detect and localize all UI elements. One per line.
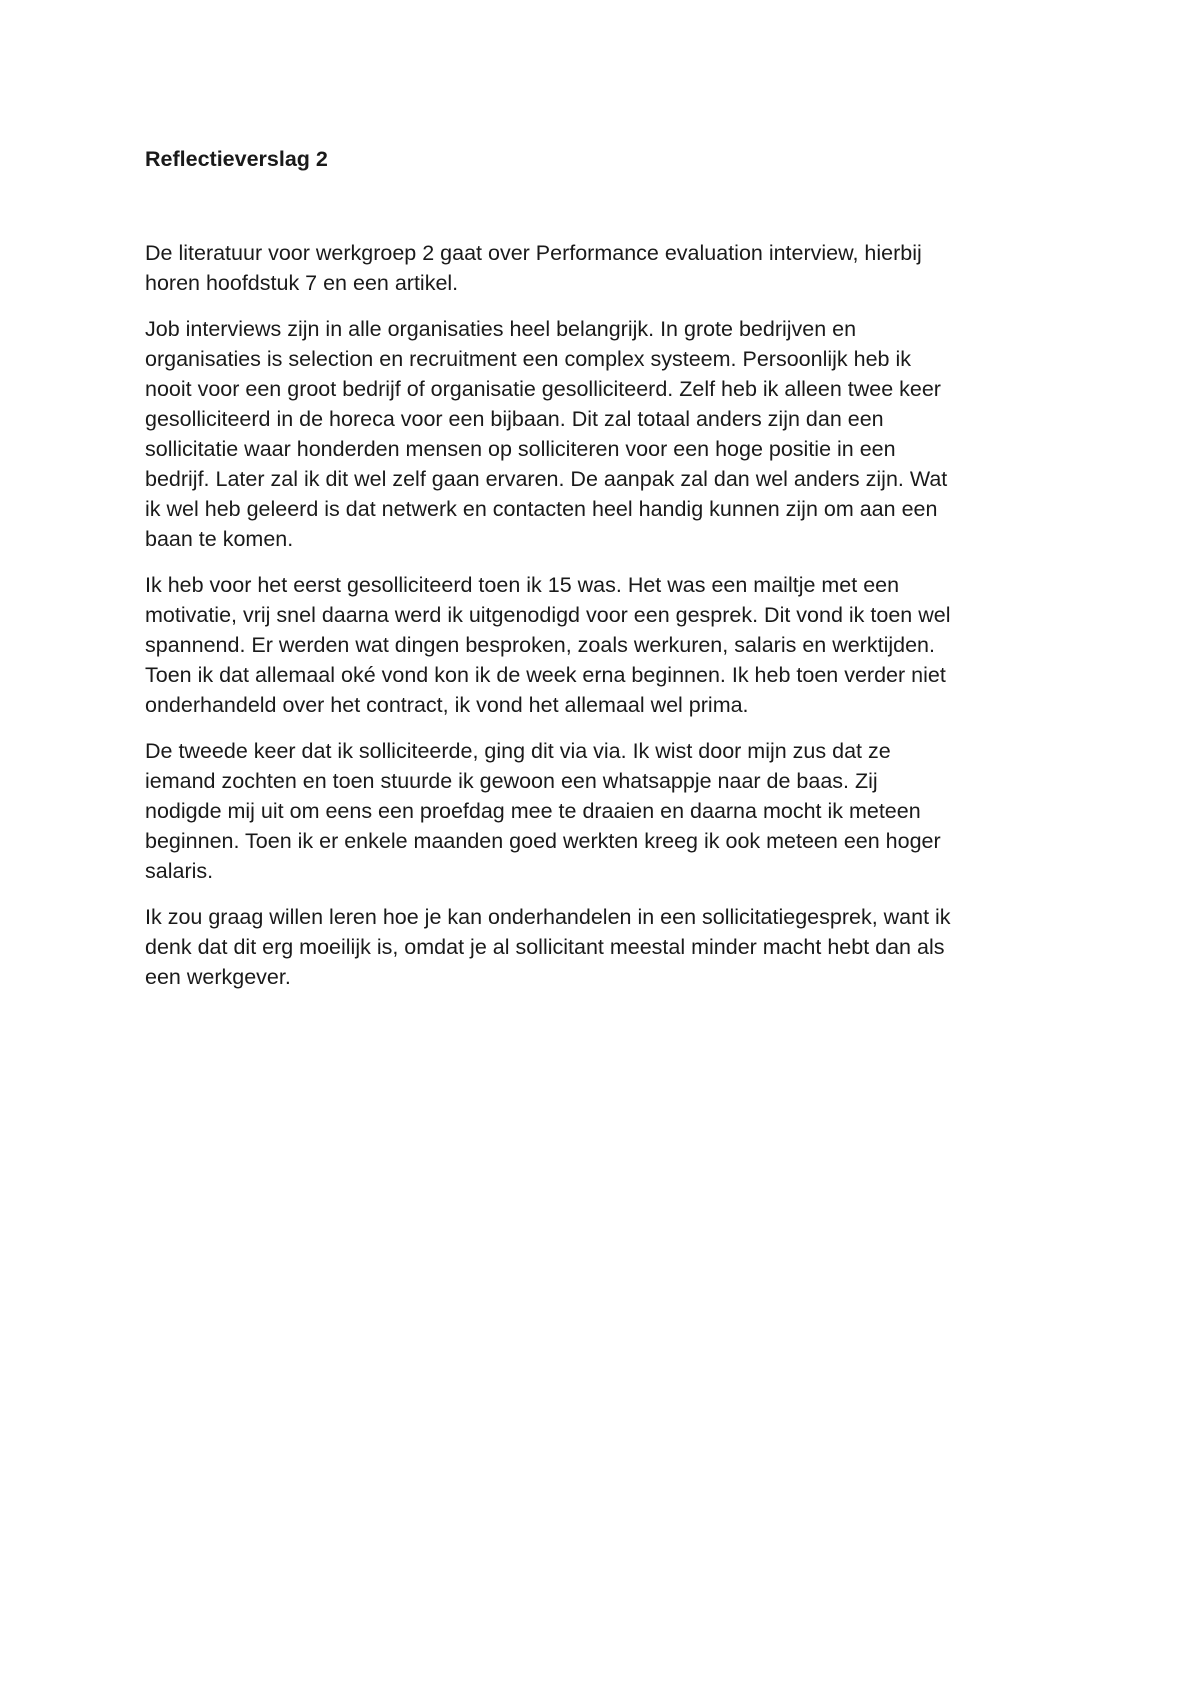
paragraph-line: bedrijf. Later zal ik dit wel zelf gaan ervaren. De aanpak zal dan wel anders zijn. Wat <box>145 467 948 491</box>
paragraph-line: gesolliciteerd in de horeca voor een bijbaan. Dit zal totaal anders zijn dan een <box>145 407 884 431</box>
paragraph-line: een werkgever. <box>145 965 291 989</box>
paragraph-2 <box>145 314 1065 554</box>
paragraph-line: organisaties is selection en recruitment een complex systeem. Persoonlijk heb ik <box>145 347 912 371</box>
paragraph-1 <box>145 238 1065 298</box>
paragraph-line: De tweede keer dat ik solliciteerde, ging dit via via. Ik wist door mijn zus dat ze <box>145 739 891 763</box>
paragraph-line: Toen ik dat allemaal oké vond kon ik de week erna beginnen. Ik heb toen verder niet <box>145 663 946 687</box>
document-title: Reflectieverslag 2 <box>145 147 328 171</box>
paragraph-line: baan te komen. <box>145 527 294 551</box>
paragraph-line: iemand zochten en toen stuurde ik gewoon een whatsappje naar de baas. Zij <box>145 769 878 793</box>
paragraph-3 <box>145 570 1065 720</box>
paragraph-line: spannend. Er werden wat dingen besproken, zoals werkuren, salaris en werktijden. <box>145 633 935 657</box>
paragraph-line: horen hoofdstuk 7 en een artikel. <box>145 271 459 295</box>
paragraph-line: Ik zou graag willen leren hoe je kan onderhandelen in een sollicitatiegesprek, want ik <box>145 905 951 929</box>
paragraph-line: denk dat dit erg moeilijk is, omdat je al sollicitant meestal minder macht hebt dan als <box>145 935 945 959</box>
document-body <box>145 144 1065 1008</box>
paragraph-line: nooit voor een groot bedrijf of organisatie gesolliciteerd. Zelf heb ik alleen twee keer <box>145 377 941 401</box>
paragraph-line: De literatuur voor werkgroep 2 gaat over Performance evaluation interview, hierbij <box>145 241 922 265</box>
paragraph-line: salaris. <box>145 859 214 883</box>
paragraph-line: Job interviews zijn in alle organisaties heel belangrijk. In grote bedrijven en <box>145 317 857 341</box>
paragraph-line: motivatie, vrij snel daarna werd ik uitgenodigd voor een gesprek. Dit vond ik toen wel <box>145 603 951 627</box>
paragraph-5 <box>145 902 1065 992</box>
paragraph-line: ik wel heb geleerd is dat netwerk en contacten heel handig kunnen zijn om aan een <box>145 497 938 521</box>
paragraph-line: sollicitatie waar honderden mensen op solliciteren voor een hoge positie in een <box>145 437 896 461</box>
paragraph-line: beginnen. Toen ik er enkele maanden goed werkten kreeg ik ook meteen een hoger <box>145 829 941 853</box>
paragraph-4 <box>145 736 1065 886</box>
paragraph-line: nodigde mij uit om eens een proefdag mee te draaien en daarna mocht ik meteen <box>145 799 921 823</box>
paragraph-line: onderhandeld over het contract, ik vond het allemaal wel prima. <box>145 693 749 717</box>
paragraph-line: Ik heb voor het eerst gesolliciteerd toen ik 15 was. Het was een mailtje met een <box>145 573 900 597</box>
